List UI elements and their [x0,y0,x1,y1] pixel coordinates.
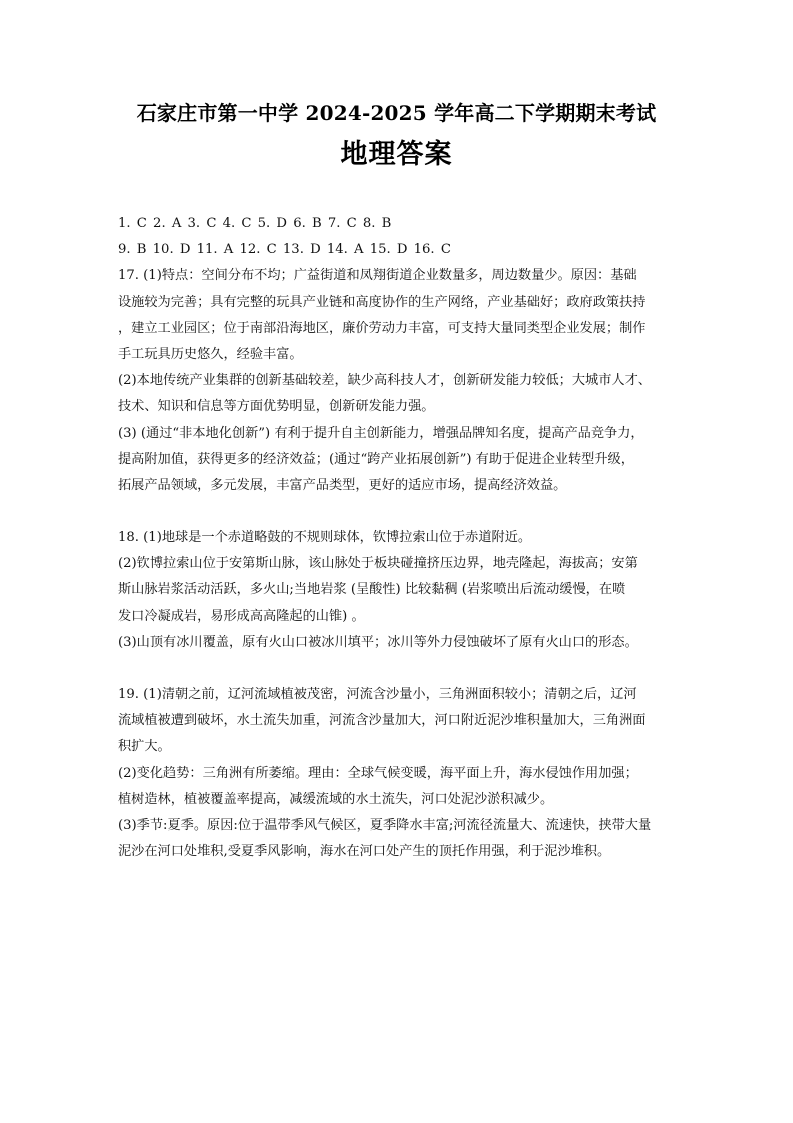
question-17-answer [118,263,678,499]
section-gap [118,656,678,682]
answer-line: 发口冷凝成岩，易形成高高隆起的山锥) 。 [118,608,365,624]
answer-line: 提高附加值，获得更多的经济效益；(通过“跨产业拓展创新”) 有助于促进企业转型升级， [118,451,634,467]
answer-line: 手工玩具历史悠久，经验丰富。 [118,346,303,362]
answer-line: (3) (通过“非本地化创新”) 有利于提升自主创新能力，增强品牌知名度，提高产品竞争力， [118,425,644,441]
answer-line: 19. (1)清朝之前，辽河流域植被茂密，河流含沙量小，三角洲面积较小；清朝之后，辽河 [118,687,637,702]
answer-line: 积扩大。 [118,739,171,755]
answer-line: 拓展产品领域，多元发展，丰富产品类型，更好的适应市场，提高经济效益。 [118,477,567,493]
multiple-choice-answers-2: 9. B 10. D 11. A 12. C 13. D 14. A 15. D 16. C [118,242,451,258]
answer-line: 流域植被遭到破坏，水土流失加重，河流含沙量加大，河口附近泥沙堆积量加大，三角洲面 [118,713,646,729]
answer-line: (3)山顶有冰川覆盖，原有火山口被冰川填平；冰川等外力侵蚀破坏了原有火山口的形态。 [118,634,638,650]
answer-line: 18. (1)地球是一个赤道略鼓的不规则球体，钦博拉索山位于赤道附近。 [118,530,532,546]
exam-title: 石家庄市第一中学 2024-2025 学年高二下学期期末考试 [136,101,657,125]
answer-line: 斯山脉岩浆活动活跃，多火山;当地岩浆 (呈酸性) 比较黏稠 (岩浆喷出后流动缓慢，在喷 [118,582,626,598]
answer-line: (2)本地传统产业集群的创新基础较差，缺少高科技人才，创新研发能力较低；大城市人才、 [118,373,651,389]
answer-line: ，建立工业园区；位于南部沿海地区，廉价劳动力丰富，可支持大量同类型企业发展；制作 [118,320,646,336]
question-18-answer [118,525,678,656]
answer-line: (3)季节:夏季。原因:位于温带季风气候区，夏季降水丰富;河流径流量大、流速快，挟带大量 [118,817,652,833]
answer-line: (2)变化趋势：三角洲有所萎缩。理由：全球气候变暖，海平面上升，海水侵蚀作用加强； [118,765,638,781]
answer-line: 设施较为完善；具有完整的玩具产业链和高度协作的生产网络，产业基础好；政府政策扶持 [118,294,646,310]
answer-line: 植树造林，植被覆盖率提高，减缓流域的水土流失，河口处泥沙淤积减少。 [118,791,554,807]
multiple-choice-answers-1: 1. C 2. A 3. C 4. C 5. D 6. B 7. C 8. B [118,216,392,231]
answer-line: (2)钦博拉索山位于安第斯山脉，该山脉处于板块碰撞挤压边界，地壳隆起，海拔高；安第 [118,556,638,572]
section-gap [118,499,678,525]
answer-line: 17. (1)特点：空间分布不均；广益街道和凤翔街道企业数量多，周边数量少。原因：基础 [118,268,637,284]
answer-line: 泥沙在河口处堆积,受夏季风影响，海水在河口处产生的顶托作用强，利于泥沙堆积。 [118,844,611,860]
answer-line: 技术、知识和信息等方面优势明显，创新研发能力强。 [118,399,435,415]
answer-content [118,211,678,865]
question-19-answer [118,682,678,865]
answer-key-title: 地理答案 [340,139,453,170]
